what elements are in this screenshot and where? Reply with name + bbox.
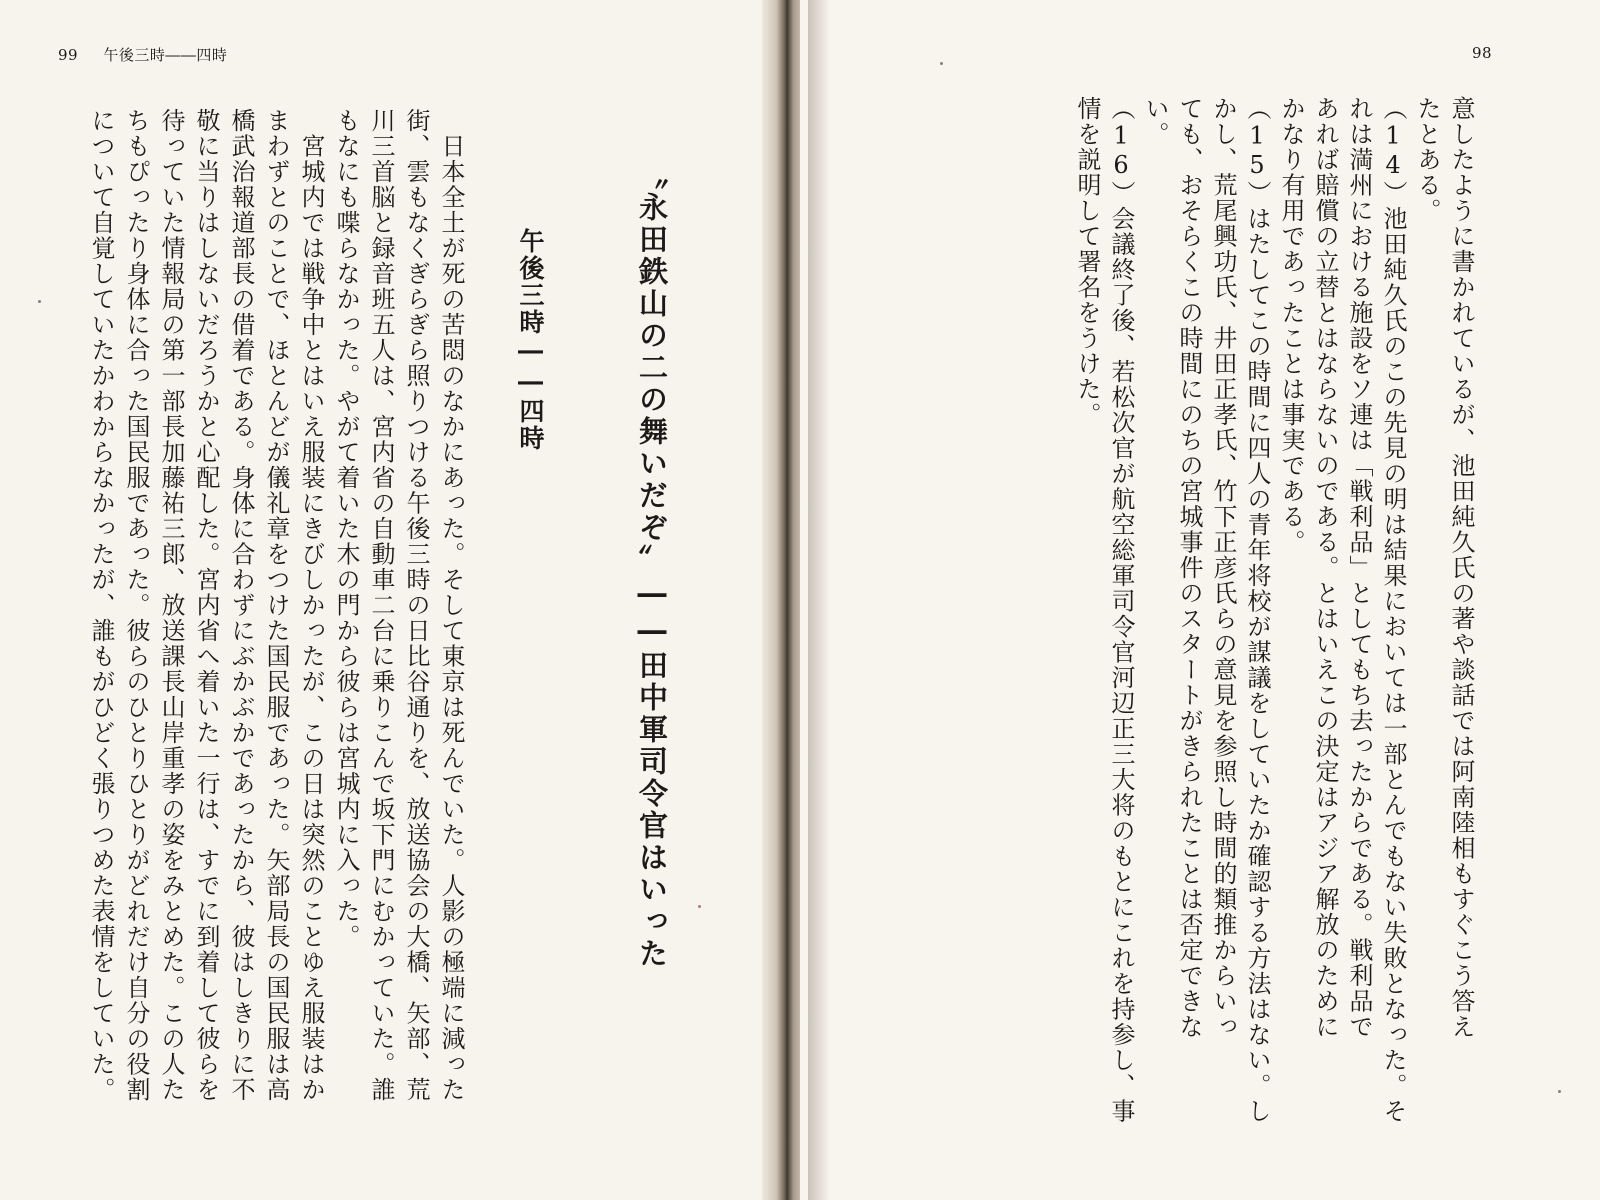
note-line: （14）池田純久氏のこの先見の明は結果においては一部とんでもない失敗となった。そ: [1379, 96, 1407, 1124]
running-title: 午後三時――四時: [103, 46, 228, 64]
section-title: 午後三時――四時: [516, 228, 545, 452]
left-page: [0, 0, 770, 1200]
note-line: れは満州における施設をソ連は「戦利品」としてもち去ったからである。戦利品で: [1345, 96, 1373, 1040]
note-line: （16）会議終了後、若松次官が航空総軍司令官河辺正三大将のもとにこれを持参し、事: [1107, 96, 1135, 1124]
body-line: 敬に当りはしないだろうかと心配した。宮内省へ着いた一行は、すでに到着して彼らを: [192, 108, 220, 1103]
note-line: ても、おそらくこの時間にのちの宮城事件のスタートがきられたことは否定できな: [1175, 96, 1203, 1040]
scan-speck: [38, 300, 41, 303]
note-line: あれば賠償の立替とはならないのである。とはいえこの決定はアジア解放のために: [1311, 96, 1339, 1040]
left-page-number: 99: [58, 46, 79, 64]
right-page-body: [1008, 96, 1478, 1124]
body-line: まわずとのことで、ほとんどが儀礼章をつけた国民服であった。矢部局長の国民服は高: [262, 108, 290, 1103]
left-page-body: [48, 108, 468, 1118]
scan-speck: [940, 62, 943, 65]
body-line: 日本全土が死の苦悶のなかにあった。そして東京は死んでいた。人影の極端に減った: [437, 108, 465, 1103]
note-line: 意したように書かれているが、池田純久氏の著や談話では阿南陸相もすぐこう答え: [1447, 96, 1475, 1040]
scan-speck: [698, 905, 701, 908]
note-line: い。: [1141, 96, 1169, 147]
chapter-title: 〝永田鉄山の二の舞いだぞ〟――田中軍司令官はいった: [635, 160, 669, 970]
body-line: 宮城内では戦争中とはいえ服装にきびしかったが、この日は突然のことゆえ服装はか: [297, 108, 325, 1103]
body-line: 待っていた情報局の第一部長加藤祐三郎、放送課長山岸重孝の姿をみとめた。この人た: [157, 108, 185, 1103]
body-line: 街、雲もなくぎらぎら照りつける午後三時の日比谷通りを、放送協会の大橋、矢部、荒: [402, 108, 430, 1103]
note-line: 情を説明して署名をうけた。: [1073, 96, 1101, 428]
note-line: たとある。: [1413, 96, 1441, 224]
left-page-header: [58, 44, 227, 65]
gutter-shadow: [808, 0, 830, 1200]
body-line: ちもぴったり身体に合った国民服であった。彼らのひとりひとりがどれだけ自分の役割: [122, 108, 150, 1103]
body-line: について自覚していたかわからなかったが、誰もがひどく張りつめた表情をしていた。: [87, 108, 115, 1103]
body-line: もなにも喋らなかった。やがて着いた木の門から彼らは宮城内に入った。: [332, 108, 360, 950]
body-line: 川三首脳と録音班五人は、宮内省の自動車二台に乗りこんで坂下門にむかっていた。誰: [367, 108, 395, 1103]
scan-speck: [1558, 1090, 1561, 1093]
note-line: かなり有用であったことは事実である。: [1277, 96, 1305, 555]
right-page-number: 98: [1472, 44, 1493, 62]
body-line: 橋武治報道部長の借着である。身体に合わずにぶかぶかであったから、彼はしきりに不: [227, 108, 255, 1103]
note-line: （15）はたしてこの時間に四人の青年将校が謀議をしていたか確認する方法はない。し: [1243, 96, 1271, 1124]
note-line: かし、荒尾興功氏、井田正孝氏、竹下正彦氏らの意見を参照し時間的類推からいっ: [1209, 96, 1237, 1040]
